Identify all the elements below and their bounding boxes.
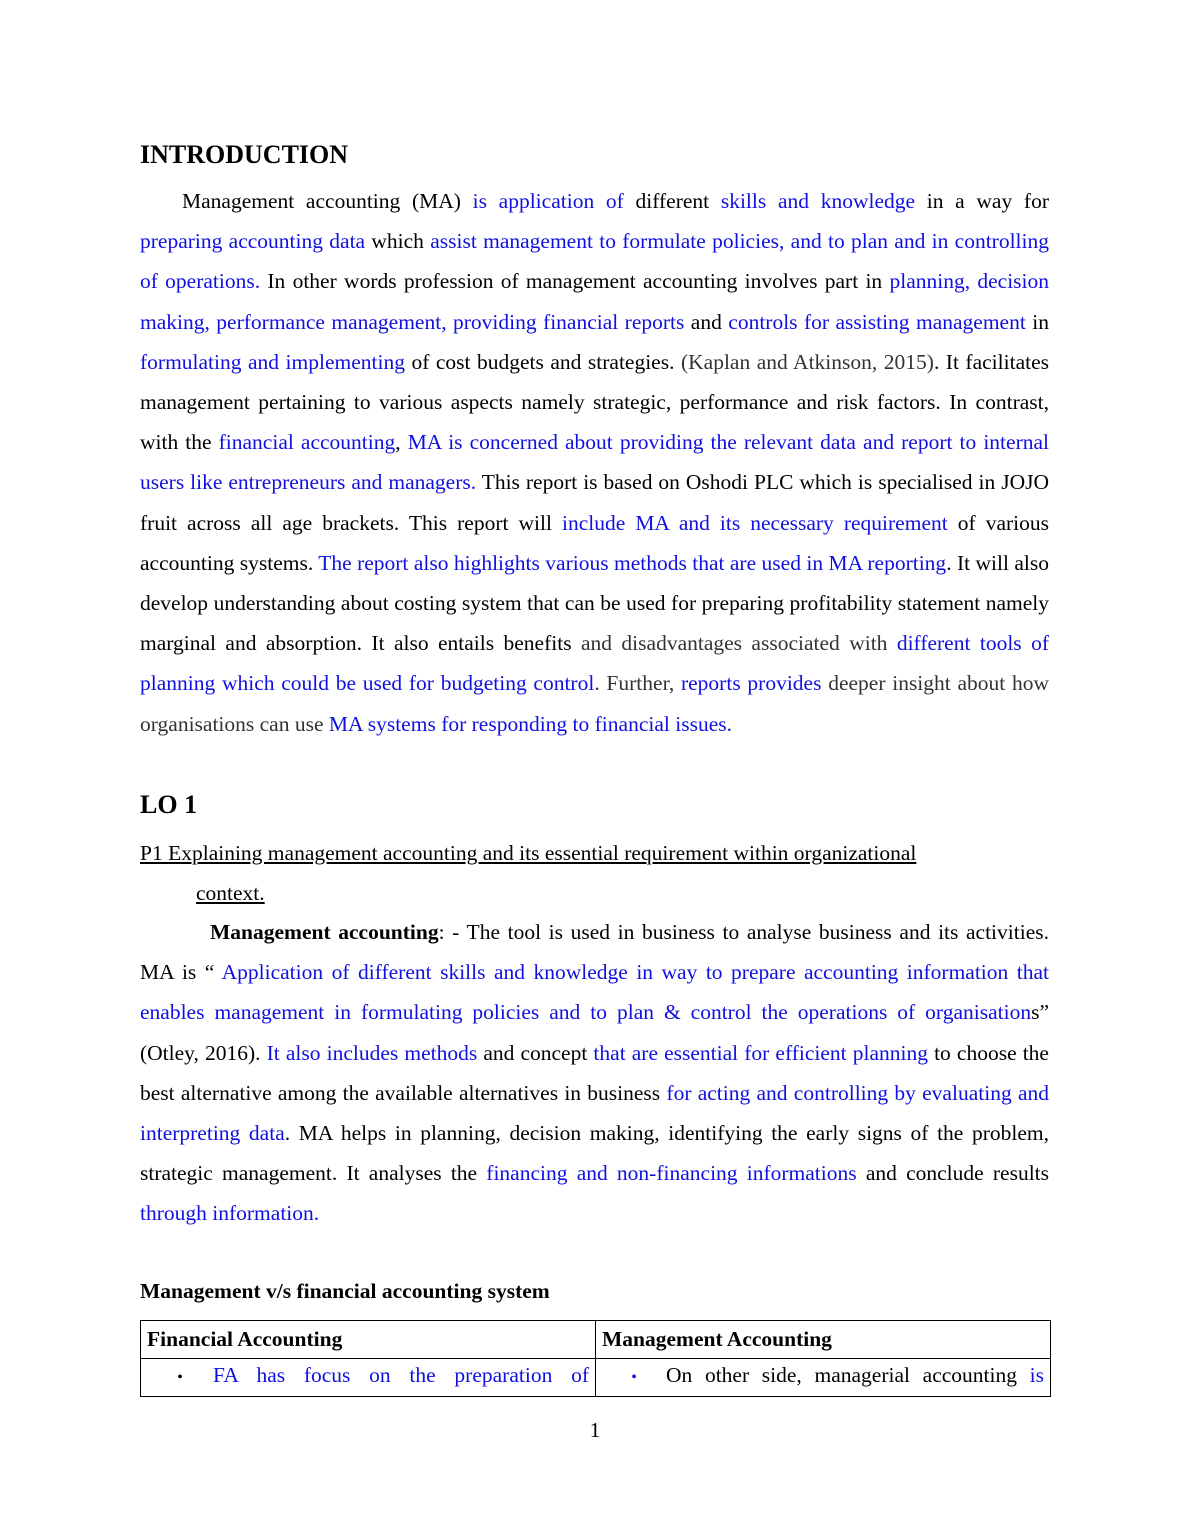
text-run: On other side, managerial accounting [666,1363,1030,1387]
highlight-run: planning, decision making, performance management, providing financial reports [140,269,1050,334]
highlight-run: is [1029,1363,1044,1387]
text-run: : - The tool is used in business to analyse business and its activities. MA is “ [140,920,1049,985]
highlight-run: controls for assisting management [728,309,1026,334]
table-cell-management [596,1359,1051,1397]
text-run [887,631,896,655]
text-run: , [395,430,408,455]
bullet-icon: • [631,1369,637,1386]
text-run: to choose the best alternative among the available alternatives in business [140,1040,1049,1105]
highlight-run: MA is concerned about providing the relevant data and report to internal users like entrepreneurs and managers. [140,430,1049,495]
cell-text: FA has focus on the preparation of [213,1363,589,1387]
highlight-run: financing and non-financing informations [486,1161,857,1186]
highlight-run: formulating and implementing [140,349,405,374]
text-run: In other words profession of management accounting involves part in [260,269,890,294]
text-run: Management accounting (MA) [182,189,473,213]
highlight-run: include MA and its necessary requirement [562,510,948,535]
highlight-run: is application of [472,189,624,213]
text-run: which [365,229,431,254]
text-run: This report is based on Oshodi PLC which is specialised in JOJO fruit across all age brackets. This report will [140,470,1049,535]
section-heading-introduction: INTRODUCTION [140,140,349,169]
grey-run: . Further, [594,671,681,696]
text-run: in [1025,309,1049,334]
text-run: . MA helps in planning, decision making, identifying the early signs of the problem, strategic management. It analyses the [140,1121,1050,1186]
header-management-accounting: Management Accounting [596,1321,1051,1359]
highlight-run: for acting and controlling by evaluating and interpreting data [140,1080,1049,1146]
text-run: and concept [477,1040,594,1065]
citation: (Kaplan and Atkinson, 2015) [680,349,934,374]
grey-run: deeper insight about how organisations can use [140,671,1050,736]
highlight-run: different tools of planning which could be used for budgeting control [140,631,1049,696]
highlight-run: that are essential for efficient planning [593,1040,928,1065]
text-run: different [623,189,721,213]
text-run: of cost budgets and strategies. [404,349,681,374]
page-number: 1 [589,1418,601,1442]
table-row [141,1359,1051,1397]
ma-paragraph [140,912,1049,1234]
cell-text [666,1363,1044,1388]
table-cell-financial [141,1359,596,1397]
text-run: . It will also develop understanding about costing system that can be used for preparing profitability statement namely marginal and absorption. It also entails benefits [140,550,1050,656]
highlight-run: MA systems for responding to financial issues. [328,711,732,736]
text-run: and conclude results [856,1161,1050,1186]
highlight-run: financial accounting [218,430,396,455]
text-run: of various accounting systems. [140,510,1049,575]
highlight-run: It also includes methods [266,1040,478,1065]
text-run: . It facilitates management pertaining to various aspects namely strategic, performance and risk factors. In contrast, with the [140,349,1049,455]
bold-term: Management accounting [210,920,439,944]
intro-paragraph [140,181,1049,744]
table-header-row [141,1321,1051,1359]
highlight-run: preparing accounting data [140,229,366,254]
table-title: Management v/s financial accounting system [140,1279,550,1303]
grey-run: and disadvantages associated with [580,631,888,656]
text-run: in a way for [915,189,1049,213]
p1-heading-line1: P1 Explaining management accounting and its essential requirement within organizational [140,841,917,865]
highlight-run: The report also highlights various methods that are used in MA reporting [318,550,947,575]
bullet-icon: • [177,1369,183,1386]
p1-heading-line2: context. [196,881,265,905]
text-run: and [684,309,729,334]
comparison-table [140,1320,1051,1397]
highlight-run: assist management to formulate policies, and to plan and in controlling of operations. [140,229,1049,294]
highlight-run: skills and knowledge [720,189,916,213]
p1-heading [140,833,1049,913]
highlight-run: Application of different skills and knowledge in way to prepare accounting information that enables management in formulating policies and to plan & control the operations of organisation [140,960,1050,1025]
text-run: s” (Otley, 2016). [140,1000,1049,1065]
highlight-run: reports provides [680,671,822,696]
highlight-run: through information. [140,1201,320,1226]
section-heading-lo1: LO 1 [140,790,198,819]
header-financial-accounting: Financial Accounting [141,1321,596,1359]
